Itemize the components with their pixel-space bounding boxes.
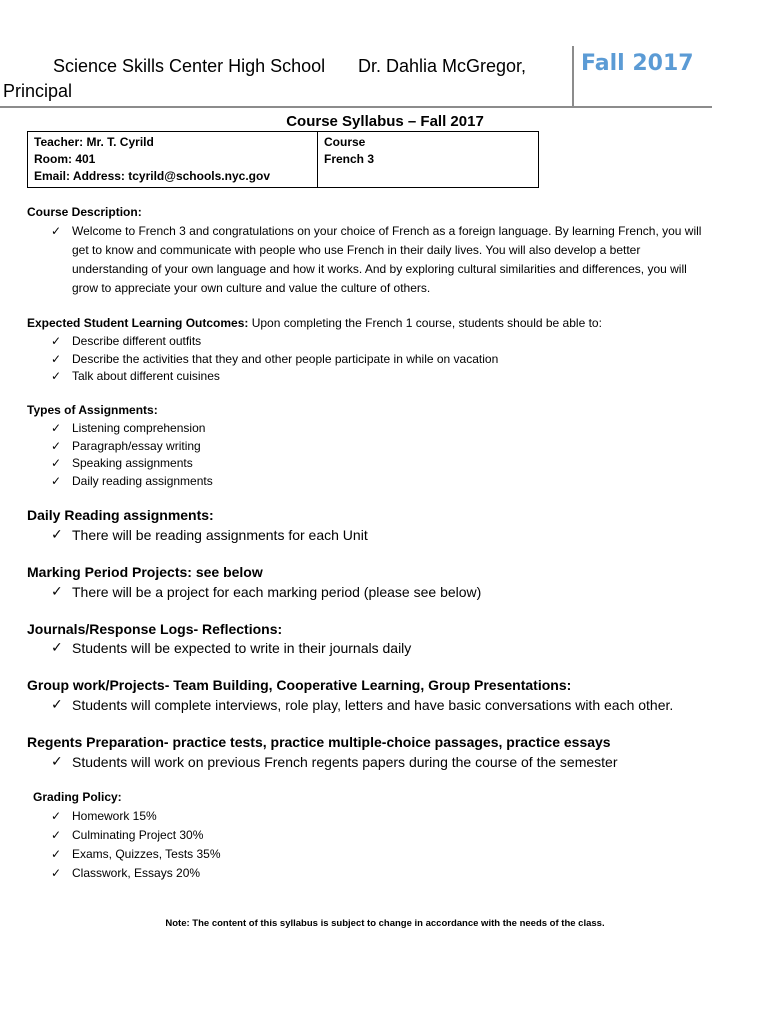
header-divider-vertical	[572, 46, 574, 106]
list-item-text: Exams, Quizzes, Tests 35%	[72, 847, 221, 861]
list-item	[27, 845, 221, 864]
list-item-text: Describe different outfits	[72, 334, 202, 348]
checkmark-icon: ✓	[51, 640, 63, 656]
list-item-text: Talk about different cuisines	[72, 369, 220, 383]
page-title: Course Syllabus – Fall 2017	[286, 113, 484, 130]
checkmark-icon: ✓	[51, 527, 63, 543]
checkmark-icon: ✓	[51, 473, 62, 488]
checkmark-icon: ✓	[51, 224, 62, 238]
projects-list	[27, 583, 481, 602]
assignments-heading: Types of Assignments:	[27, 403, 158, 417]
list-item-text: Students will be expected to write in their journals daily	[72, 640, 412, 656]
group-list	[27, 696, 673, 715]
list-item	[27, 807, 221, 826]
journals-list	[27, 639, 411, 658]
list-item	[27, 753, 618, 772]
list-item-text: Culminating Project 30%	[72, 828, 204, 842]
regents-heading: Regents Preparation- practice tests, practice multiple-choice passages, practice essays	[27, 734, 611, 750]
journals-heading: Journals/Response Logs- Reflections:	[27, 621, 283, 637]
checkmark-icon: ✓	[51, 866, 62, 880]
principal-name: Dr. Dahlia McGregor,	[358, 56, 527, 76]
checkmark-icon: ✓	[51, 754, 63, 770]
checkmark-icon: ✓	[51, 369, 62, 383]
school-name: Science Skills Center High School	[53, 56, 326, 76]
list-item	[27, 368, 498, 386]
list-item	[27, 351, 498, 369]
room-number: Room: 401	[34, 152, 96, 166]
list-item-text: Daily reading assignments	[72, 473, 213, 488]
list-item-text: Students will complete interviews, role play, letters and have basic conversations with each other.	[72, 697, 674, 713]
checkmark-icon: ✓	[51, 584, 63, 600]
description-line: Welcome to French 3 and congratulations on your choice of French as a foreign language. By learning French, you will	[72, 224, 702, 238]
list-item-text: Speaking assignments	[72, 456, 193, 470]
list-item-text: Listening comprehension	[72, 421, 206, 435]
teacher-email: Email: Address: tcyrild@schools.nyc.gov	[34, 169, 270, 183]
checkmark-icon: ✓	[51, 809, 62, 823]
course-cell	[318, 132, 539, 188]
list-item	[27, 438, 213, 456]
principal-title: Principal	[3, 81, 73, 101]
outcomes-paragraph	[27, 316, 602, 330]
list-item-text: Students will work on previous French regents papers during the course of the semester	[72, 754, 618, 770]
list-item	[27, 473, 213, 491]
list-item-text: Paragraph/essay writing	[72, 438, 201, 453]
list-item-text: Classwork, Essays 20%	[72, 866, 201, 880]
checkmark-icon: ✓	[51, 456, 62, 470]
reading-list	[27, 526, 368, 545]
list-item-text: Describe the activities that they and other people participate in while on vacation	[72, 351, 499, 366]
list-item-text: Homework 15%	[72, 809, 157, 823]
list-item	[27, 639, 411, 658]
outcomes-intro: Upon completing the French 1 course, students should be able to:	[248, 316, 602, 330]
checkmark-icon: ✓	[51, 351, 62, 366]
regents-list	[27, 753, 618, 772]
course-label: Course	[324, 135, 366, 149]
projects-heading: Marking Period Projects: see below	[27, 564, 263, 580]
list-item	[27, 526, 368, 545]
list-item	[27, 696, 673, 715]
group-heading: Group work/Projects- Team Building, Cooperative Learning, Group Presentations:	[27, 677, 572, 693]
list-item-text: There will be reading assignments for each Unit	[72, 527, 368, 543]
description-heading: Course Description:	[27, 205, 142, 219]
description-item	[27, 222, 747, 298]
header-divider-horizontal	[0, 106, 712, 108]
footer-note: Note: The content of this syllabus is subject to change in accordance with the needs of the class.	[165, 918, 605, 929]
checkmark-icon: ✓	[51, 697, 63, 713]
grading-heading: Grading Policy:	[33, 790, 122, 804]
checkmark-icon: ✓	[51, 421, 62, 435]
list-item	[27, 420, 213, 438]
course-name: French 3	[324, 152, 375, 166]
list-item	[27, 583, 481, 602]
list-item	[27, 455, 213, 473]
assignments-list	[27, 420, 213, 490]
course-info-table	[27, 131, 539, 188]
checkmark-icon: ✓	[51, 828, 62, 842]
description-line: get to know and communicate with people who use French in their daily lives. You will also develop a better	[72, 243, 641, 257]
outcomes-list	[27, 333, 498, 386]
list-item	[27, 826, 221, 845]
term-badge: Fall 2017	[581, 51, 694, 76]
teacher-name: Teacher: Mr. T. Cyrild	[34, 135, 154, 149]
list-item	[27, 333, 498, 351]
checkmark-icon: ✓	[51, 847, 62, 861]
checkmark-icon: ✓	[51, 334, 62, 348]
teacher-cell	[28, 132, 318, 188]
description-line: understanding of your own language and how it works. And by exploring cultural similarities and differences, you will	[72, 262, 687, 276]
description-list	[27, 222, 747, 298]
checkmark-icon: ✓	[51, 438, 62, 453]
description-line: grow to appreciate your own culture and value the culture of others.	[72, 281, 431, 295]
grading-list	[27, 807, 221, 883]
reading-heading: Daily Reading assignments:	[27, 507, 214, 523]
outcomes-heading: Expected Student Learning Outcomes:	[27, 316, 249, 330]
list-item-text: There will be a project for each marking period (please see below)	[72, 584, 482, 600]
list-item	[27, 864, 221, 883]
